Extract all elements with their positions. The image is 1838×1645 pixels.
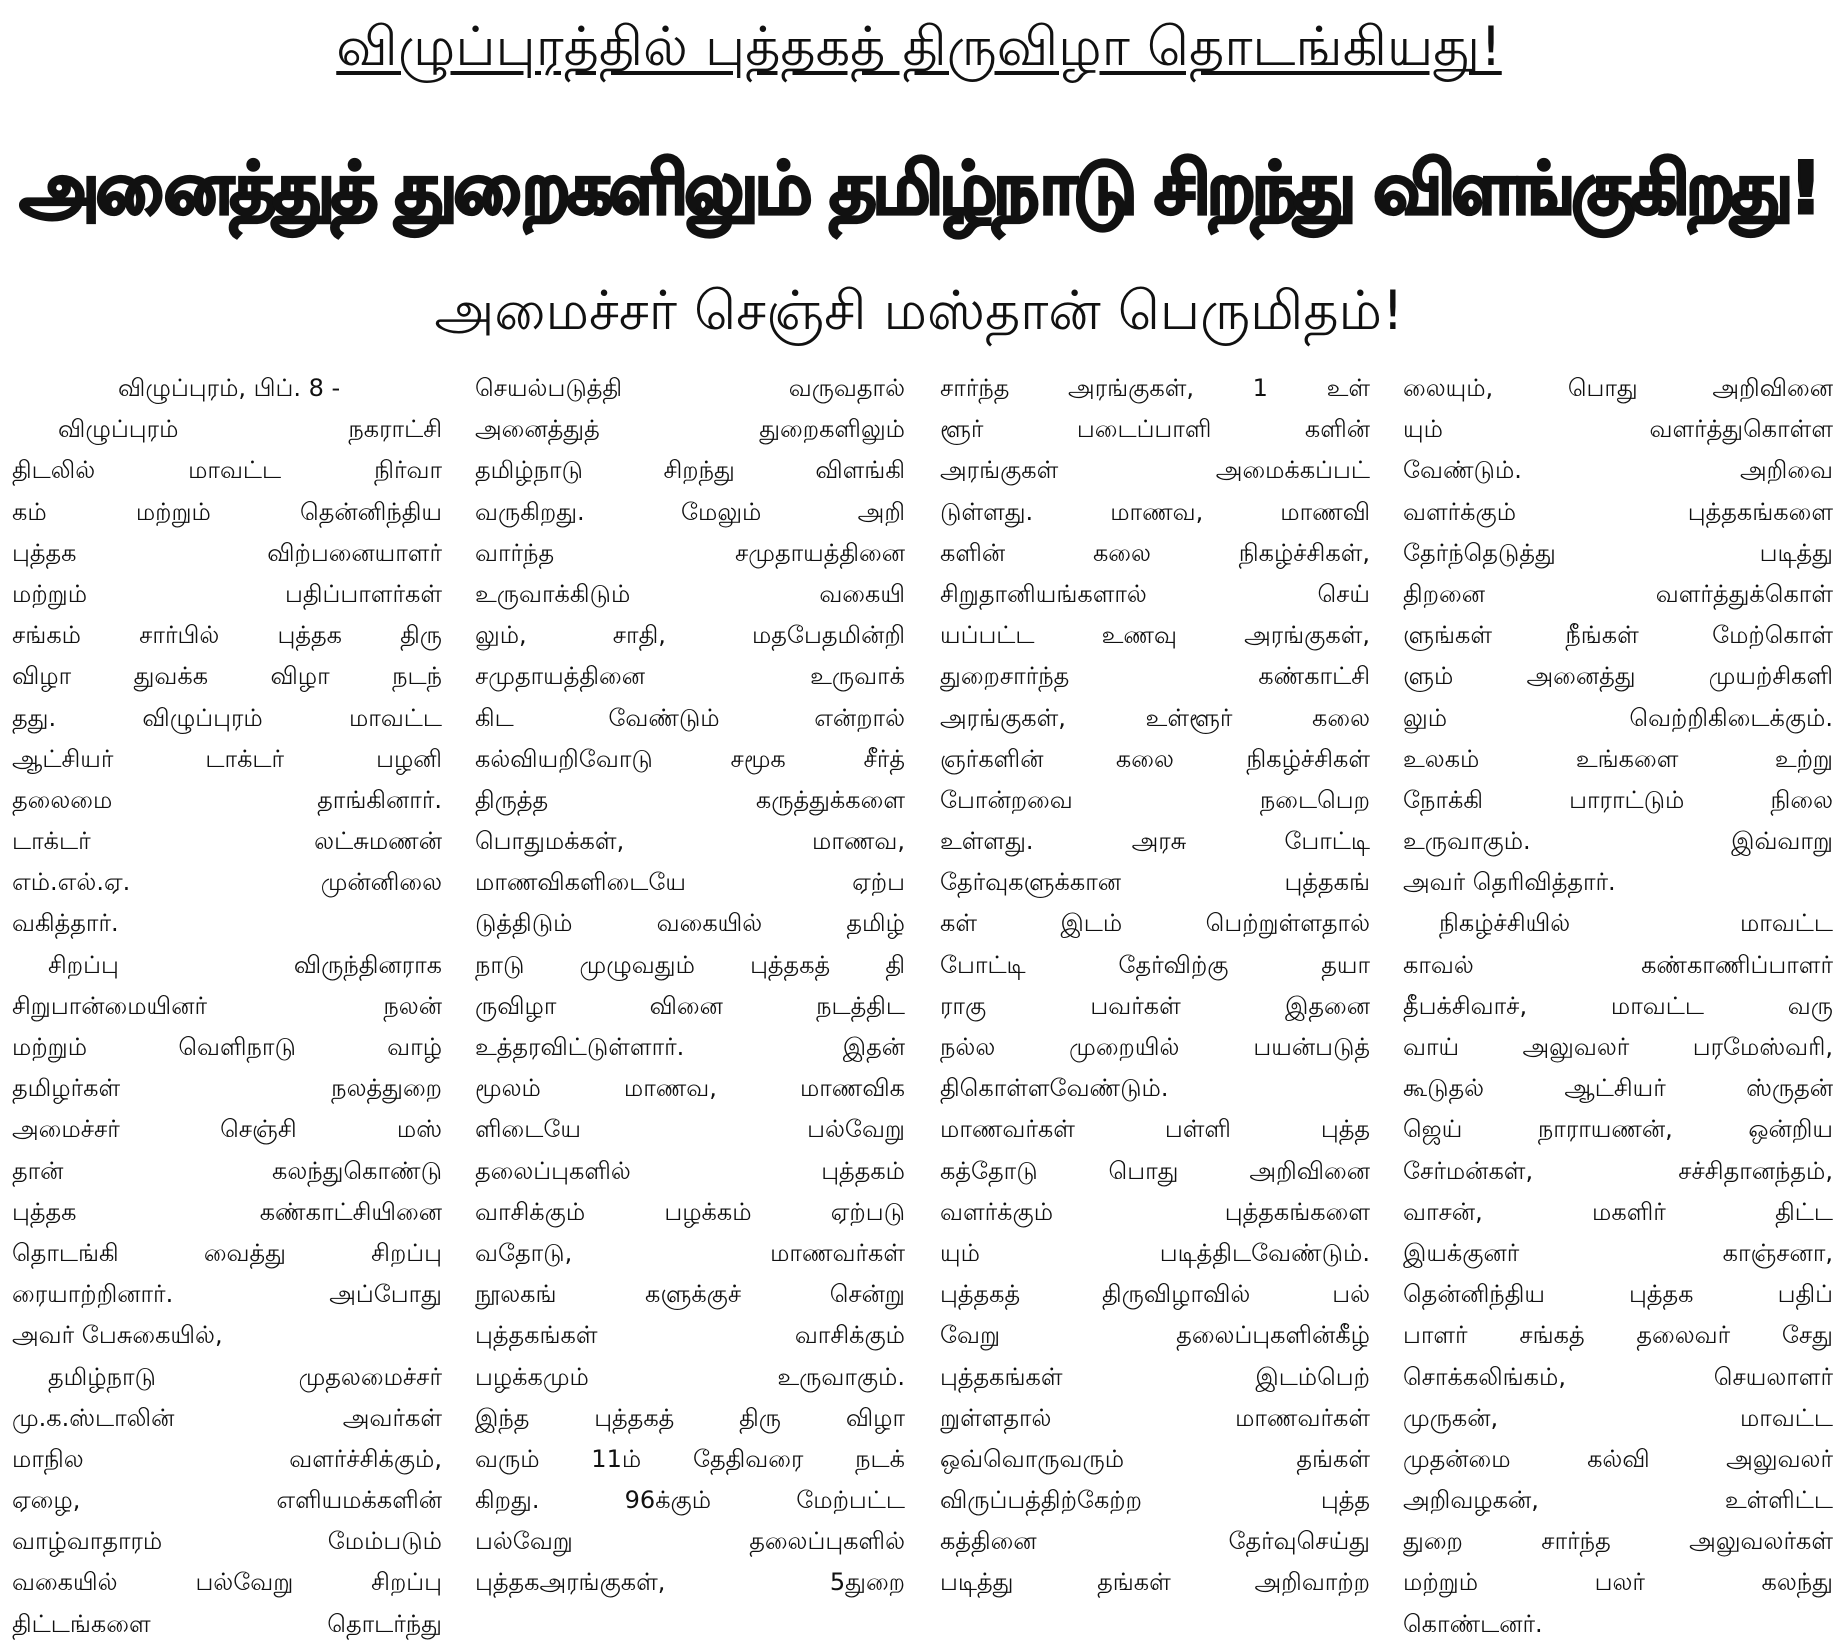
column-line: லும், சாதி, மதபேதமின்றி bbox=[475, 621, 905, 650]
column-line: புத்தகஅரங்குகள், 5துறை bbox=[475, 1568, 905, 1597]
column-line: செயல்படுத்தி வருவதால் bbox=[475, 374, 905, 402]
column-line: வாழ்வாதாரம் மேம்படும் bbox=[12, 1527, 442, 1556]
column-line: அறிவழகன், உள்ளிட்ட bbox=[1403, 1486, 1833, 1515]
column-line: ஞர்களின் கலை நிகழ்ச்சிகள் bbox=[940, 744, 1370, 773]
column-line: விழுப்புரம் நகராட்சி bbox=[58, 415, 442, 444]
column-line: மற்றும் வெளிநாடு வாழ் bbox=[12, 1033, 442, 1061]
column-line: ருவிழா வினை நடத்திட bbox=[475, 991, 905, 1020]
column-line: உருவாக்கிடும் வகையி bbox=[475, 579, 905, 608]
column-line: மாணவர்கள் பள்ளி புத்த bbox=[940, 1115, 1370, 1144]
column-line: திடலில் மாவட்ட நிர்வா bbox=[12, 456, 442, 485]
column-line: திருத்த கருத்துக்களை bbox=[475, 785, 905, 814]
column-line: களின் கலை நிகழ்ச்சிகள், bbox=[940, 538, 1370, 567]
column-line: எம்.எல்.ஏ. முன்னிலை bbox=[12, 868, 442, 897]
column-line: மு.க.ஸ்டாலின் அவர்கள் bbox=[12, 1403, 442, 1432]
column-line: தது. விழுப்புரம் மாவட்ட bbox=[12, 703, 442, 732]
column-line: காவல் கண்காணிப்பாளர் bbox=[1403, 950, 1833, 979]
column-line: அரங்குகள் அமைக்கப்பட் bbox=[940, 456, 1370, 485]
column-line: நோக்கி பாராட்டும் நிலை bbox=[1403, 785, 1833, 814]
column-line: தேர்வுகளுக்கான புத்தகங் bbox=[940, 868, 1370, 897]
column-line: பல்வேறு தலைப்புகளில் bbox=[475, 1527, 905, 1556]
column-line: வாசன், மகளிர் திட்ட bbox=[1403, 1197, 1833, 1226]
article-column-3 bbox=[940, 368, 1370, 1604]
column-line: தமிழ்நாடு முதலமைச்சர் bbox=[48, 1362, 442, 1391]
column-line: வாசிக்கும் பழக்கம் ஏற்படு bbox=[475, 1197, 905, 1226]
column-line: மாணவிகளிடையே ஏற்ப bbox=[475, 868, 905, 897]
column-line: ஆட்சியர் டாக்டர் பழனி bbox=[12, 744, 442, 773]
column-line: உலகம் உங்களை உற்று bbox=[1403, 744, 1833, 773]
column-line: பாளர் சங்கத் தலைவர் சேது bbox=[1403, 1321, 1833, 1350]
column-line: ளிடையே பல்வேறு bbox=[475, 1115, 905, 1144]
column-line: றுள்ளதால் மாணவர்கள் bbox=[940, 1403, 1370, 1432]
column-line: வார்ந்த சமுதாயத்தினை bbox=[475, 538, 905, 567]
column-line: ஒவ்வொருவரும் தங்கள் bbox=[940, 1444, 1370, 1473]
column-line: யப்பட்ட உணவு அரங்குகள், bbox=[940, 621, 1370, 650]
column-line: கத்தோடு பொது அறிவினை bbox=[940, 1156, 1370, 1185]
dateline: விழுப்புரம், பிப். 8 - bbox=[118, 374, 341, 402]
column-line: வகையில் பல்வேறு சிறப்பு bbox=[12, 1568, 442, 1597]
column-line: ராகு பவர்கள் இதனை bbox=[940, 991, 1370, 1020]
kicker-text: விழுப்புரத்தில் புத்தகத் திருவிழா தொடங்கியது! bbox=[336, 15, 1502, 78]
column-line: வளர்க்கும் புத்தகங்களை bbox=[1403, 497, 1833, 526]
column-line: போட்டி தேர்விற்கு தயா bbox=[940, 950, 1370, 979]
column-line: வாய் அலுவலர் பரமேஸ்வரி, bbox=[1403, 1033, 1833, 1061]
column-line: கொண்டனர். bbox=[1403, 1609, 1543, 1638]
column-line: நிகழ்ச்சியில் மாவட்ட bbox=[1439, 909, 1833, 938]
column-line: தலைமை தாங்கினார். bbox=[12, 785, 442, 814]
column-line: மூலம் மாணவ, மாணவிக bbox=[475, 1074, 905, 1103]
column-line: புத்தக கண்காட்சியினை bbox=[12, 1197, 442, 1226]
column-line: தேர்ந்தெடுத்து படித்து bbox=[1403, 538, 1833, 567]
column-line: கிறது. 96க்கும் மேற்பட்ட bbox=[475, 1486, 905, 1515]
column-line: டுத்திடும் வகையில் தமிழ் bbox=[475, 909, 905, 938]
column-line: விழா துவக்க விழா நடந் bbox=[12, 662, 442, 691]
column-line: சங்கம் சார்பில் புத்தக திரு bbox=[12, 621, 442, 650]
column-line: பழக்கமும் உருவாகும். bbox=[475, 1362, 905, 1391]
column-line: கத்தினை தேர்வுசெய்து bbox=[940, 1527, 1370, 1556]
column-line: கள் இடம் பெற்றுள்ளதால் bbox=[940, 909, 1370, 938]
column-line: உத்தரவிட்டுள்ளார். இதன் bbox=[475, 1033, 905, 1061]
column-line: இயக்குனர் காஞ்சனா, bbox=[1403, 1238, 1833, 1267]
column-line: கிட வேண்டும் என்றால் bbox=[475, 703, 905, 732]
column-line: கூடுதல் ஆட்சியர் ஸ்ருதன் bbox=[1403, 1074, 1833, 1103]
column-line: அவர் பேசுகையில், bbox=[12, 1321, 223, 1350]
column-line: திட்டங்களை தொடர்ந்து bbox=[12, 1609, 442, 1638]
column-line: ஜெய் நாராயணன், ஒன்றிய bbox=[1403, 1115, 1833, 1144]
column-line: யும் வளர்த்துகொள்ள bbox=[1403, 415, 1833, 444]
column-line: அவர் தெரிவித்தார். bbox=[1403, 868, 1616, 897]
column-line: வேண்டும். அறிவை bbox=[1403, 456, 1833, 485]
column-line: டுள்ளது. மாணவ, மாணவி bbox=[940, 497, 1370, 526]
column-line: அமைச்சர் செஞ்சி மஸ் bbox=[12, 1115, 442, 1144]
column-line: திறனை வளர்த்துக்கொள் bbox=[1403, 579, 1833, 608]
column-line: தமிழர்கள் நலத்துறை bbox=[12, 1074, 442, 1103]
column-line: வருகிறது. மேலும் அறி bbox=[475, 497, 905, 526]
column-line: கல்வியறிவோடு சமூக சீர்த் bbox=[475, 744, 905, 773]
column-line: போன்றவை நடைபெற bbox=[940, 785, 1370, 814]
column-line: புத்தக விற்பனையாளர் bbox=[12, 538, 442, 567]
article-column-4 bbox=[1403, 368, 1833, 1645]
column-line: பொதுமக்கள், மாணவ, bbox=[475, 827, 905, 856]
column-line: சிறுதானியங்களால் செய் bbox=[940, 579, 1370, 608]
column-line: ளூர் படைப்பாளி களின் bbox=[940, 415, 1370, 444]
column-line: உள்ளது. அரசு போட்டி bbox=[940, 827, 1370, 856]
column-line: சிறுபான்மையினர் நலன் bbox=[12, 991, 442, 1020]
column-line: திகொள்ளவேண்டும். bbox=[940, 1074, 1169, 1103]
sub-headline: அமைச்சர் செஞ்சி மஸ்தான் பெருமிதம்! bbox=[434, 279, 1404, 342]
column-line: புத்தகங்கள் வாசிக்கும் bbox=[475, 1321, 905, 1350]
column-line: சொக்கலிங்கம், செயலாளர் bbox=[1403, 1362, 1833, 1391]
column-line: அரங்குகள், உள்ளூர் கலை bbox=[940, 703, 1370, 732]
column-line: விருப்பத்திற்கேற்ற புத்த bbox=[940, 1486, 1370, 1515]
column-line: நூலகங் களுக்குச் சென்று bbox=[475, 1280, 905, 1309]
column-line: சார்ந்த அரங்குகள், 1 உள் bbox=[940, 374, 1370, 402]
column-line: மாநில வளர்ச்சிக்கும், bbox=[12, 1444, 442, 1473]
column-line: மற்றும் பதிப்பாளர்கள் bbox=[12, 579, 442, 608]
column-line: லையும், பொது அறிவினை bbox=[1403, 374, 1833, 402]
column-line: படித்து தங்கள் அறிவாற்ற bbox=[940, 1568, 1370, 1597]
column-line: உருவாகும். இவ்வாறு bbox=[1403, 827, 1833, 856]
column-line: வேறு தலைப்புகளின்கீழ் bbox=[940, 1321, 1370, 1350]
column-line: துறைசார்ந்த கண்காட்சி bbox=[940, 662, 1370, 691]
column-line: முதன்மை கல்வி அலுவலர் bbox=[1403, 1444, 1833, 1473]
column-line: தென்னிந்திய புத்தக பதிப் bbox=[1403, 1280, 1833, 1309]
column-line: வதோடு, மாணவர்கள் bbox=[475, 1238, 905, 1267]
column-line: டாக்டர் லட்சுமணன் bbox=[12, 827, 442, 856]
kicker-headline bbox=[0, 8, 1838, 86]
column-line: சேர்மன்கள், சச்சிதானந்தம், bbox=[1403, 1156, 1833, 1185]
column-line: ளுங்கள் நீங்கள் மேற்கொள் bbox=[1403, 621, 1833, 650]
column-line: தீபக்சிவாச், மாவட்ட வரு bbox=[1403, 991, 1833, 1020]
article-column-1 bbox=[12, 368, 442, 1645]
column-line: புத்தகத் திருவிழாவில் பல் bbox=[940, 1280, 1370, 1309]
column-line: வகித்தார். bbox=[12, 909, 119, 938]
column-line: அனைத்துத் துறைகளிலும் bbox=[475, 415, 905, 444]
column-line: தலைப்புகளில் புத்தகம் bbox=[475, 1156, 905, 1185]
column-line: சமுதாயத்தினை உருவாக் bbox=[475, 662, 905, 691]
column-line: ஏழை, எளியமக்களின் bbox=[12, 1486, 442, 1515]
column-line: தொடங்கி வைத்து சிறப்பு bbox=[12, 1238, 442, 1267]
column-line: தமிழ்நாடு சிறந்து விளங்கி bbox=[475, 456, 905, 485]
column-line: வளர்க்கும் புத்தகங்களை bbox=[940, 1197, 1370, 1226]
column-line: நல்ல முறையில் பயன்படுத் bbox=[940, 1033, 1370, 1061]
column-line: தான் கலந்துகொண்டு bbox=[12, 1156, 442, 1185]
column-line: வரும் 11ம் தேதிவரை நடக் bbox=[475, 1444, 905, 1473]
column-line: ரையாற்றினார். அப்போது bbox=[12, 1280, 442, 1309]
column-line: துறை சார்ந்த அலுவலர்கள் bbox=[1403, 1527, 1833, 1556]
main-headline: அனைத்துத் துறைகளிலும் தமிழ்நாடு சிறந்து விளங்குகிறது! bbox=[19, 146, 1819, 230]
column-line: சிறப்பு விருந்தினராக bbox=[48, 950, 442, 979]
column-line: முருகன், மாவட்ட bbox=[1403, 1403, 1833, 1432]
column-line: நாடு முழுவதும் புத்தகத் தி bbox=[475, 950, 905, 979]
column-line: கம் மற்றும் தென்னிந்திய bbox=[12, 497, 442, 526]
column-line: இந்த புத்தகத் திரு விழா bbox=[475, 1403, 905, 1432]
column-line: மற்றும் பலர் கலந்து bbox=[1403, 1568, 1833, 1597]
column-line: லும் வெற்றிகிடைக்கும். bbox=[1403, 703, 1833, 732]
column-line: யும் படித்திடவேண்டும். bbox=[940, 1238, 1370, 1267]
article-column-2 bbox=[475, 368, 905, 1604]
column-line: புத்தகங்கள் இடம்பெற் bbox=[940, 1362, 1370, 1391]
column-line: ளும் அனைத்து முயற்சிகளி bbox=[1403, 662, 1833, 691]
